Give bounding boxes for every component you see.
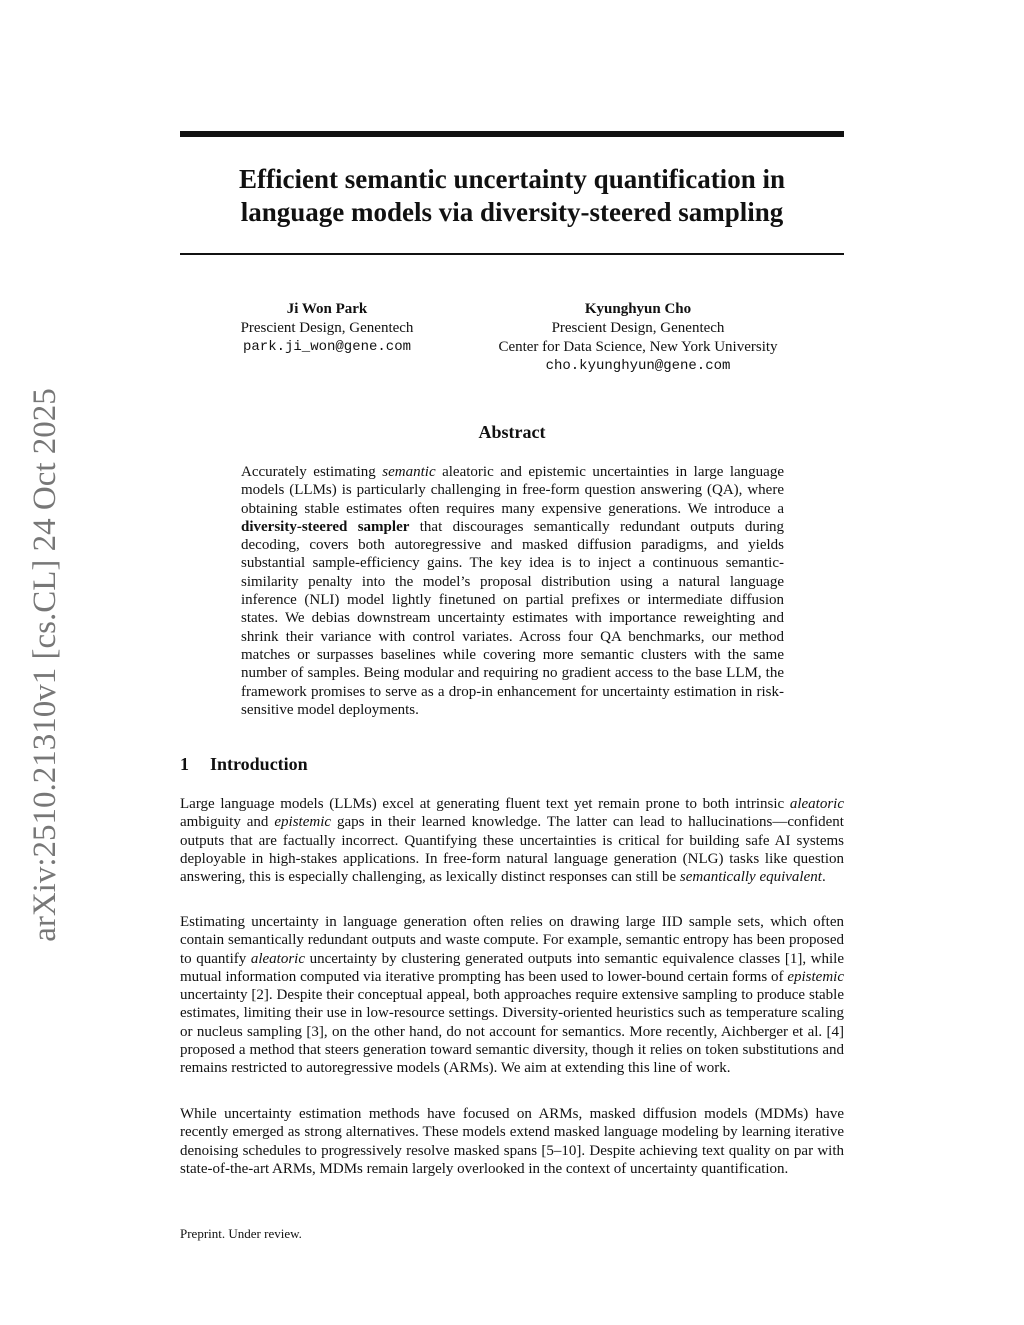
section-number: 1 xyxy=(180,754,189,774)
author-block-cho xyxy=(472,300,804,376)
intro-paragraph-3: While uncertainty estimation methods have focused on ARMs, masked diffusion models (MDMs) have recently emerged as strong alternatives. These models extend masked language modeling by learning iterative denoising schedules to progressively resolve masked spans [5–10]. Despite achieving text quality on par with state-of-the-art ARMs, MDMs remain largely overlooked in the context of uncertainty quantification. xyxy=(180,1106,844,1177)
paragraph-text-run: uncertainty by clustering generated outputs into semantic equivalence classes [1], while mutual information computed via iterative prompting has been used to lower-bound certain forms of xyxy=(180,950,844,985)
section-title: Introduction xyxy=(210,754,308,774)
paragraph-text-run: . xyxy=(821,869,826,886)
title-bottom-rule xyxy=(180,253,844,255)
paragraph-text-run: Estimating uncertainty in language generation often relies on drawing large IID sample sets, which often contain semantically redundant outputs and waste compute. For example, semantic entropy has been proposed to quantify xyxy=(180,914,844,967)
author-block-park xyxy=(215,300,439,357)
author-email: cho.kyunghyun@gene.com xyxy=(545,358,731,374)
author-email: park.ji_won@gene.com xyxy=(242,339,412,355)
paragraph-emphasis: epistemic xyxy=(274,814,332,831)
title-line-1: Efficient semantic uncertainty quantification in xyxy=(239,164,785,194)
abstract-text xyxy=(241,463,784,719)
paragraph-emphasis: semantically equivalent xyxy=(679,869,822,886)
abstract-text-run: that discourages semantically redundant outputs during decoding, covers both autoregressive and masked diffusion paradigms, and yields substantial sample-efficiency gains. The key idea is to inject a continuous semantic-similarity penalty into the model’s proposal distribution using a natural language inference (NLI) model lightly finetuned on partial prefixes or intermediate diffusion states. We debias downstream uncertainty estimates with importance reweighting and shrink their variance with control variates. Across four QA benchmarks, our method matches or surpasses baselines while covering more semantic clusters with the same number of samples. Being modular and requiring no gradient access to the base LLM, the framework promises to serve as a drop-in enhancement for uncertainty estimation in risk-sensitive model deployments. xyxy=(241,518,785,718)
paragraph-text-run: ambiguity and xyxy=(180,814,275,831)
title-top-rule xyxy=(180,131,844,137)
paragraph-text-run: Large language models (LLMs) excel at generating fluent text yet remain prone to both intrinsic xyxy=(180,796,790,812)
intro-paragraph-1 xyxy=(180,795,844,886)
author-affiliation: Prescient Design, Genentech xyxy=(240,320,414,336)
paragraph-text-run: uncertainty [2]. Despite their conceptual appeal, both approaches require extensive sampling to produce stable estimates, limiting their use in low-resource settings. Diversity-oriented heuristics such as temperature scaling or nucleus sampling [3], on the other hand, do not account for semantics. More recently, Aichberger et al. [4] proposed a method that steers generation toward semantic diversity, though it relies on token substitutions and remains restricted to autoregressive models (ARMs). We aim at extending this line of work. xyxy=(180,987,844,1077)
abstract-emphasis: semantic xyxy=(382,464,436,480)
author-name: Ji Won Park xyxy=(286,301,368,317)
paragraph-emphasis: aleatoric xyxy=(250,950,305,967)
paragraph-emphasis: aleatoric xyxy=(789,796,844,812)
abstract-heading: Abstract xyxy=(478,422,546,442)
arxiv-identifier-stamp: arXiv:2510.21310v1 [cs.CL] 24 Oct 2025 xyxy=(27,388,63,942)
abstract-text-run: aleatoric and epistemic uncertainties in large language models (LLMs) is particularly challenging in free-form question answering (QA), where obtaining stable estimates often requires many expensive generations. We introduce a xyxy=(241,464,784,517)
author-name: Kyunghyun Cho xyxy=(584,301,692,317)
paper-title xyxy=(180,163,844,229)
abstract-strong: diversity-steered sampler xyxy=(241,518,410,535)
paragraph-emphasis: epistemic xyxy=(787,968,844,985)
author-affiliation: Center for Data Science, New York University xyxy=(498,339,778,355)
title-line-2: language models via diversity-steered sampling xyxy=(240,197,784,227)
intro-paragraph-2 xyxy=(180,913,844,1078)
preprint-footer: Preprint. Under review. xyxy=(180,1226,302,1241)
author-affiliation: Prescient Design, Genentech xyxy=(551,320,725,336)
abstract-text-run: Accurately estimating xyxy=(241,464,383,480)
section-heading-introduction xyxy=(180,752,308,776)
paragraph-text-run: gaps in their learned knowledge. The latter can lead to hallucinations—confident outputs that are factually incorrect. Quantifying these uncertainties is critical for building safe AI systems deployable in high-stakes applications. In free-form natural language generation (NLG) tasks like question answering, this is especially challenging, as lexically distinct responses can still be xyxy=(180,814,844,886)
